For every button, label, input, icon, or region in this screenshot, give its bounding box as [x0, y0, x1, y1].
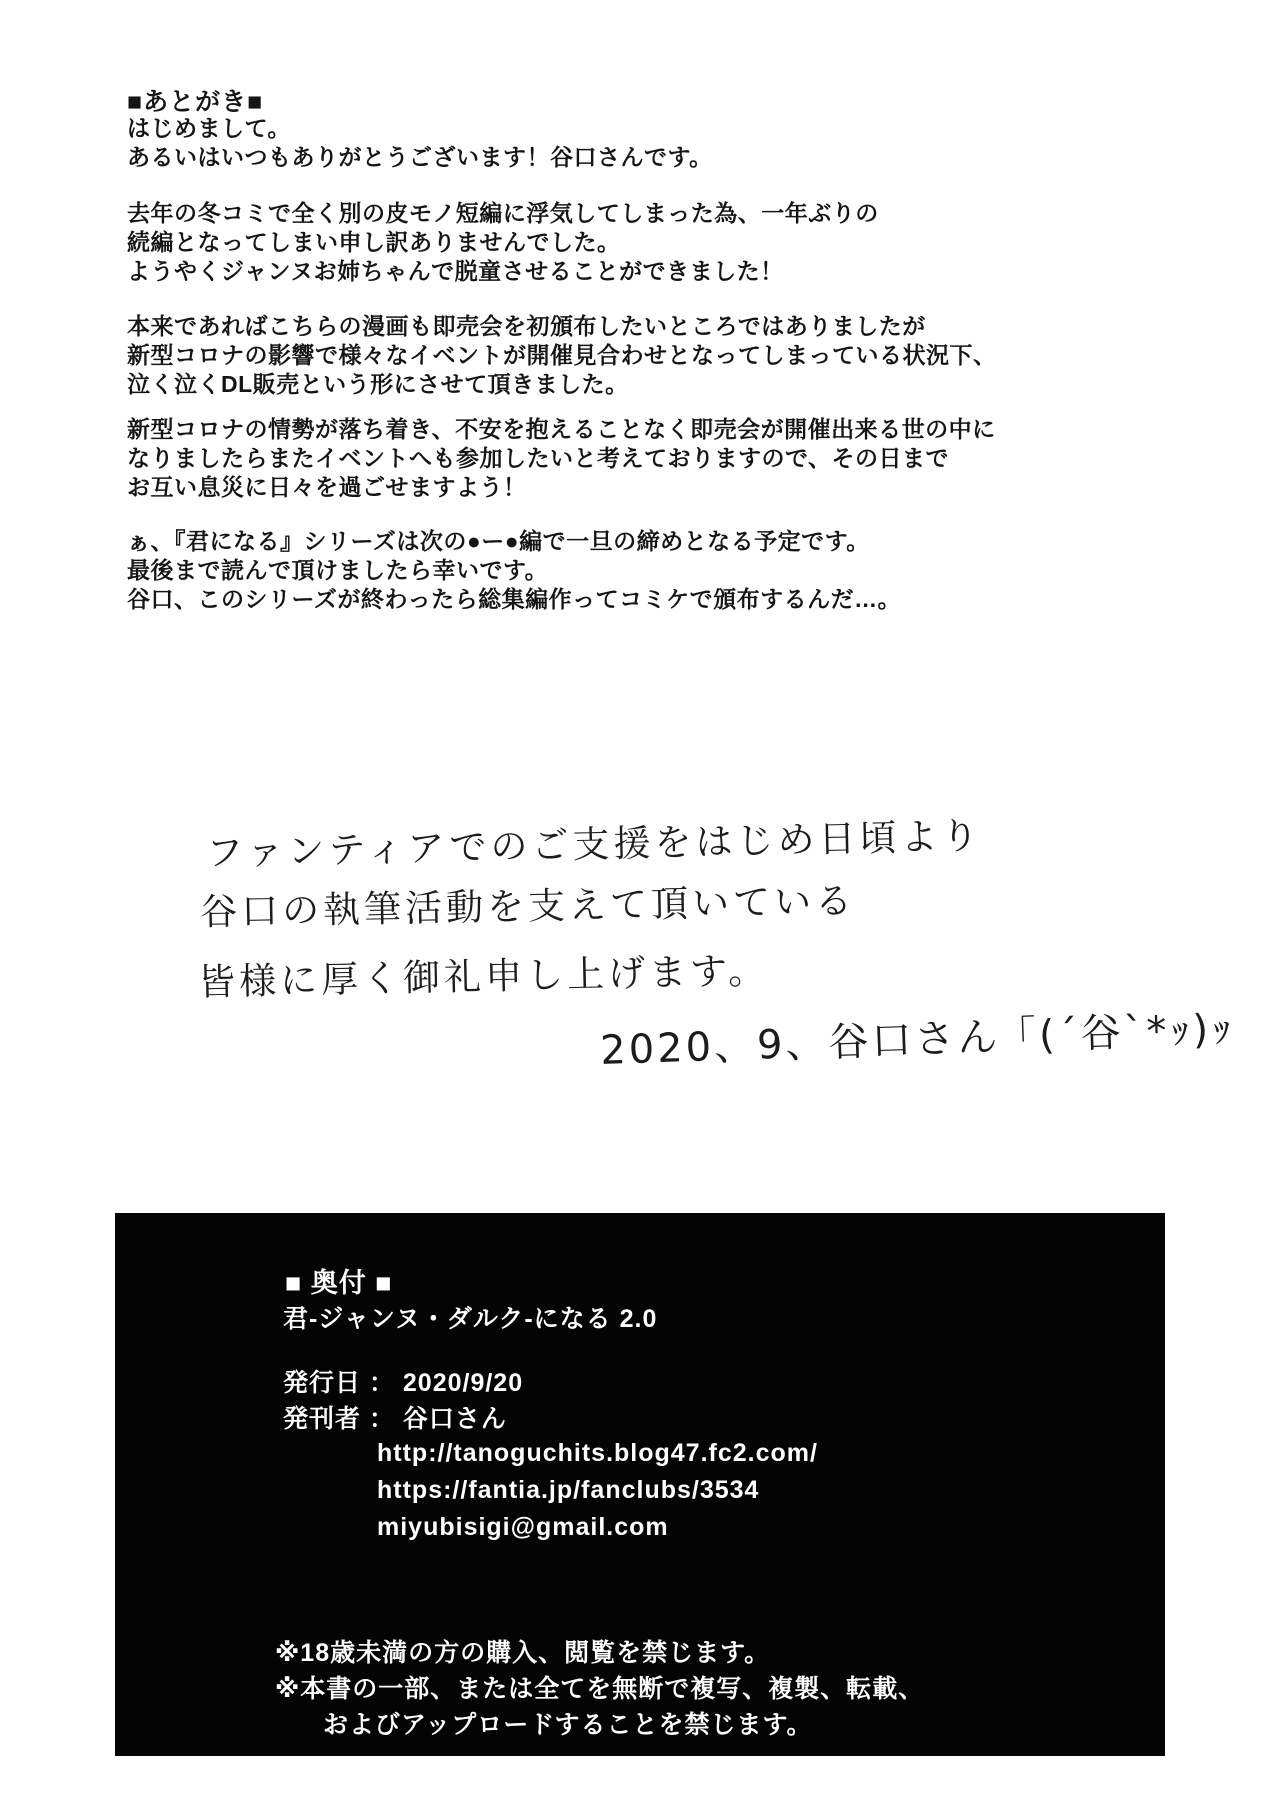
colophon-copyright-notice: ※本書の一部、または全てを無断で複写、複製、転載、 — [275, 1675, 925, 1703]
afterword-line: 泣く泣くDL販売という形にさせて頂きました。 — [127, 371, 629, 397]
afterword-paragraph-dl-sale — [127, 312, 997, 399]
colophon-publish-date: 発行日 ： 2020/9/20 — [283, 1369, 524, 1397]
afterword-line: 続編となってしまい申し訳ありませんでした。 — [127, 229, 621, 255]
afterword-paragraph-wishes — [127, 415, 996, 502]
afterword-line: 谷口、このシリーズが終わったら総集編作ってコミケで頒布するんだ…。 — [127, 586, 902, 612]
colophon-fantia-url: https://fantia.jp/fanclubs/3534 — [377, 1476, 760, 1504]
colophon-copyright-notice-cont: およびアップロードすることを禁じます。 — [323, 1711, 813, 1739]
afterword-line: あるいはいつもありがとうございます！谷口さんです。 — [127, 144, 713, 170]
afterword-paragraph-apology — [127, 199, 879, 286]
afterword-title: ■あとがき■ — [127, 88, 264, 116]
colophon-email: miyubisigi@gmail.com — [377, 1513, 669, 1541]
afterword-line: 新型コロナの情勢が落ち着き、不安を抱えることなく即売会が開催出来る世の中に — [127, 416, 996, 442]
afterword-line: お互い息災に日々を過ごせますよう！ — [127, 474, 527, 500]
afterword-line: なりましたらまたイベントへも参加したいと考えておりますので、その日まで — [127, 445, 950, 471]
afterword-line: 去年の冬コミで全く別の皮モノ短編に浮気してしまった為、一年ぶりの — [127, 200, 879, 226]
afterword-line: ぁ、『君になる』シリーズは次の●ー●編で一旦の締めとなる予定です。 — [127, 528, 870, 554]
afterword-line: はじめまして。 — [127, 115, 292, 141]
handwritten-signature: 2020、9、谷口さん ｢(´谷`*ｯ)ｯ — [599, 1005, 1235, 1075]
colophon-age-notice: ※18歳未満の方の購入、閲覧を禁じます。 — [275, 1639, 771, 1667]
afterword-line: 新型コロナの影響で様々なイベントが開催見合わせとなってしまっている状況下、 — [127, 342, 997, 368]
afterword-line: 本来であればこちらの漫画も即売会を初頒布したいところではありましたが — [127, 313, 926, 339]
afterword-paragraph-series-plan — [127, 527, 901, 614]
afterword-line: ようやくジャンヌお姉ちゃんで脱童させることができました！ — [127, 258, 784, 284]
handwritten-line: ファンティアでのご支援をはじめ日頃より — [205, 814, 983, 875]
colophon-box — [115, 1213, 1165, 1756]
handwritten-line: 谷口の執筆活動を支えて頂いている — [199, 879, 857, 934]
colophon-blog-url: http://tanoguchits.blog47.fc2.com/ — [377, 1439, 818, 1467]
handwritten-line: 皆様に厚く御礼申し上げます。 — [197, 949, 770, 1004]
colophon-publisher: 発刊者 ： 谷口さん — [283, 1405, 507, 1433]
afterword-line: 最後まで読んで頂けましたら幸いです。 — [127, 557, 549, 583]
afterword-paragraph-greeting — [127, 114, 713, 172]
colophon-title: ■ 奥付 ■ — [285, 1268, 393, 1298]
colophon-book-title: 君-ジャンヌ・ダルク-になる 2.0 — [283, 1305, 658, 1333]
